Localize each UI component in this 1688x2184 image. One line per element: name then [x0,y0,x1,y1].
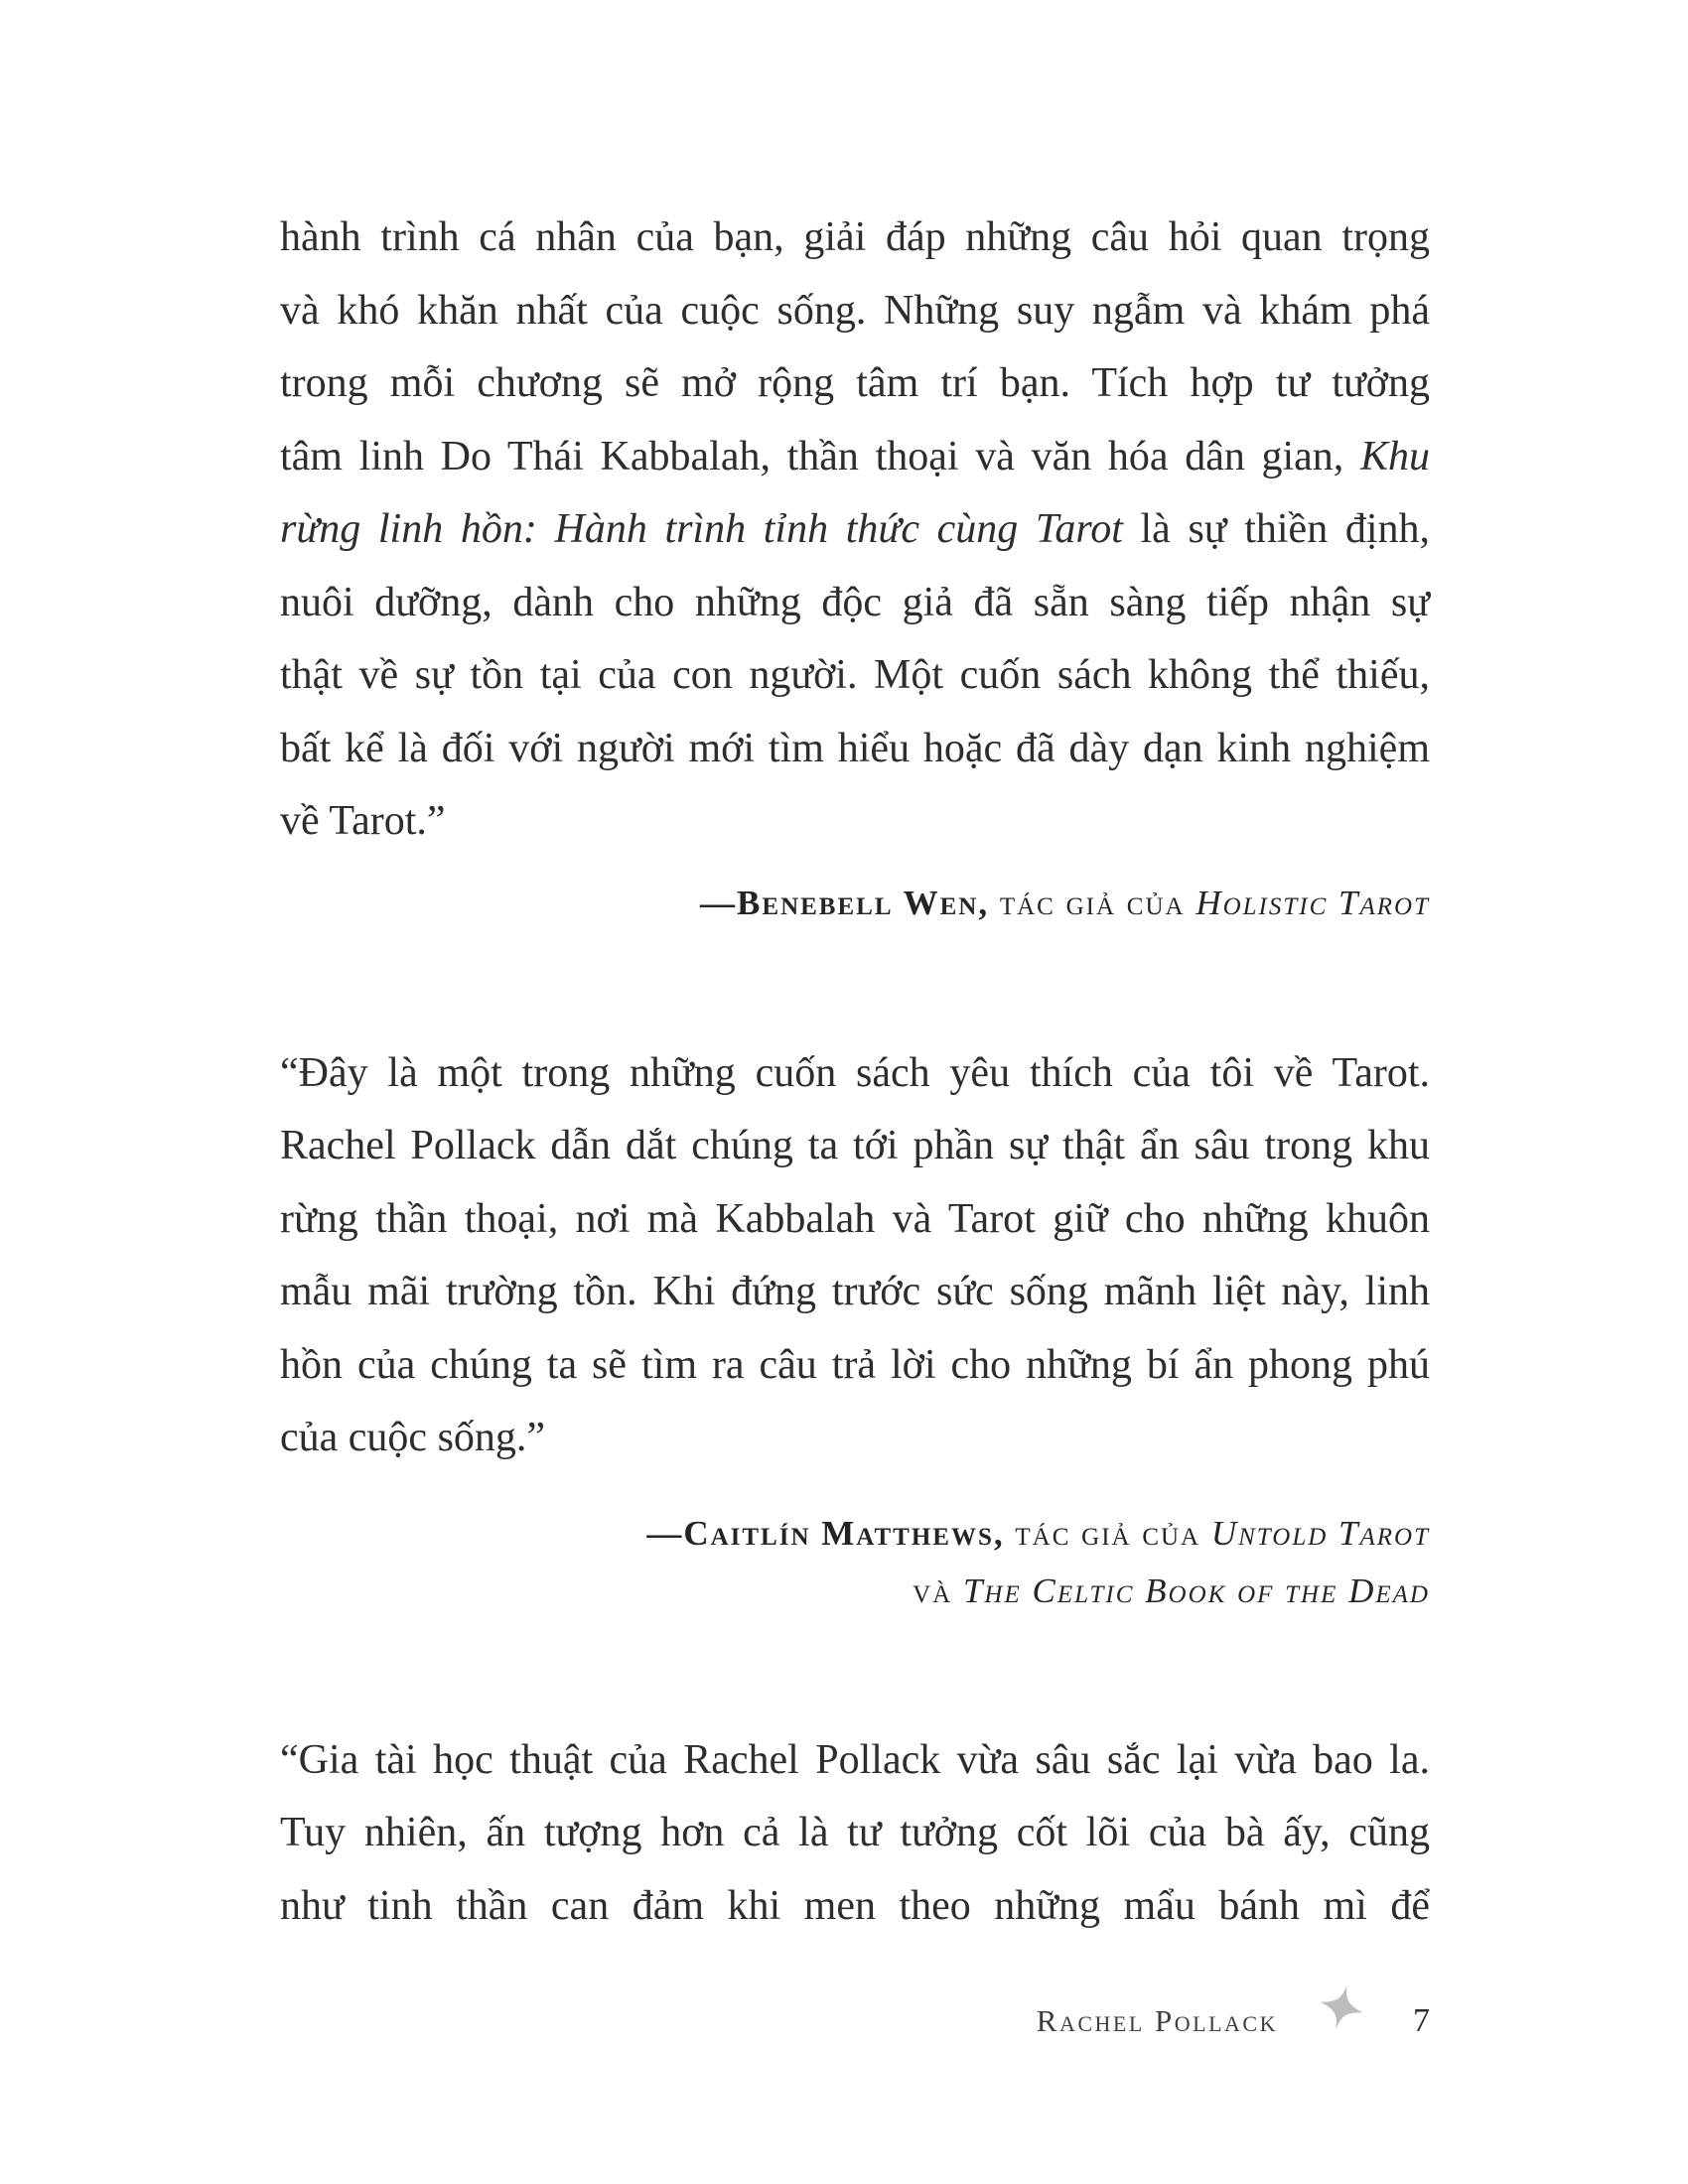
quote-text: mẫu mãi trường tồn. Khi đứng trước sức sống mãnh liệt này, linh [280,1269,1430,1314]
attribution-line [280,1563,1430,1620]
footer-author: Rachel Pollack [1036,2003,1278,2038]
text-line [280,1110,1430,1183]
cited-book-title: Untold Tarot [1210,1513,1430,1553]
text-line [280,421,1430,494]
quote-text: rừng thần thoại, nơi mà Kabbalah và Tarot giữ cho những khuôn [280,1195,1430,1242]
attribution-text: tác giả của [1004,1513,1211,1553]
text-line [280,713,1430,786]
quotes [280,202,1430,1943]
quote-text: Tuy nhiên, ấn tượng hơn cả là tư tưởng cốt lõi của bà ấy, cũng [280,1810,1430,1855]
quote-text: nuôi dưỡng, dành cho những độc giả đã sẵn sàng tiếp nhận sự [280,579,1430,625]
quote-text: như tinh thần can đảm khi men theo những mẩu bánh mì để [280,1882,1430,1929]
quote-text: “Đây là một trong những cuốn sách yêu thích của tôi về Tarot. [280,1049,1430,1096]
reviewer-name: —Benebell Wen, [700,883,990,922]
text-line [280,785,1430,859]
text-line [280,275,1430,348]
text-line [280,1256,1430,1329]
text-line [280,639,1430,713]
quote-text: và khó khăn nhất của cuộc sống. Những suy ngẫm và khám phá [280,287,1430,334]
attribution-line [280,875,1430,932]
cited-book-title: Holistic Tarot [1196,883,1430,922]
page-footer [280,1999,1430,2043]
text-line [280,1797,1430,1870]
attribution [280,1505,1430,1620]
quote-text: là sự thiền định, [1122,506,1430,552]
text-line [280,1724,1430,1798]
quote-text: của cuộc sống.” [280,1415,546,1460]
book-title-text: Khu [1359,433,1430,479]
quote-text: trong mỗi chương sẽ mở rộng tâm trí bạn. Tích hợp tư tưởng [280,360,1430,406]
quote-block [280,1037,1430,1620]
quote-text: hành trình cá nhân của bạn, giải đáp những câu hỏi quan trọng [280,214,1430,260]
attribution-text: và [913,1570,963,1610]
quote-text: hồn của chúng ta sẽ tìm ra câu trả lời cho những bí ẩn phong phú [280,1341,1430,1388]
quote-text: bất kể là đối với người mới tìm hiểu hoặc đã dày dạn kinh nghiệm [280,725,1430,771]
text-line [280,1870,1430,1944]
quote-block [280,1724,1430,1944]
text-line [280,1183,1430,1257]
cited-book-title: The Celtic Book of the Dead [962,1570,1430,1610]
text-line [280,1402,1430,1475]
reviewer-name: —Caitlín Matthews, [646,1513,1005,1553]
four-point-star-icon [1318,1983,1365,2031]
attribution-text: tác giả của [989,883,1196,922]
text-line [280,347,1430,421]
quote-text: Rachel Pollack dẫn dắt chúng ta tới phần sự thật ẩn sâu trong khu [280,1123,1430,1168]
attribution-line [280,1505,1430,1563]
quote-text: “Gia tài học thuật của Rachel Pollack vừa sâu sắc lại vừa bao la. [280,1736,1430,1783]
quote-text: tâm linh Do Thái Kabbalah, thần thoại và văn hóa dân gian, [280,433,1360,479]
page-number: 7 [1413,2002,1430,2039]
attribution [280,875,1430,932]
text-line [280,1329,1430,1403]
text-line [280,1037,1430,1111]
text-line [280,202,1430,275]
quote-text: về Tarot.” [280,798,446,844]
book-title-text: rừng linh hồn: Hành trình tỉnh thức cùng Tarot [280,506,1123,552]
text-line [280,493,1430,567]
quote-block [280,202,1430,932]
text-line [280,567,1430,640]
quote-text: thật về sự tồn tại của con người. Một cuốn sách không thể thiếu, [280,652,1430,698]
